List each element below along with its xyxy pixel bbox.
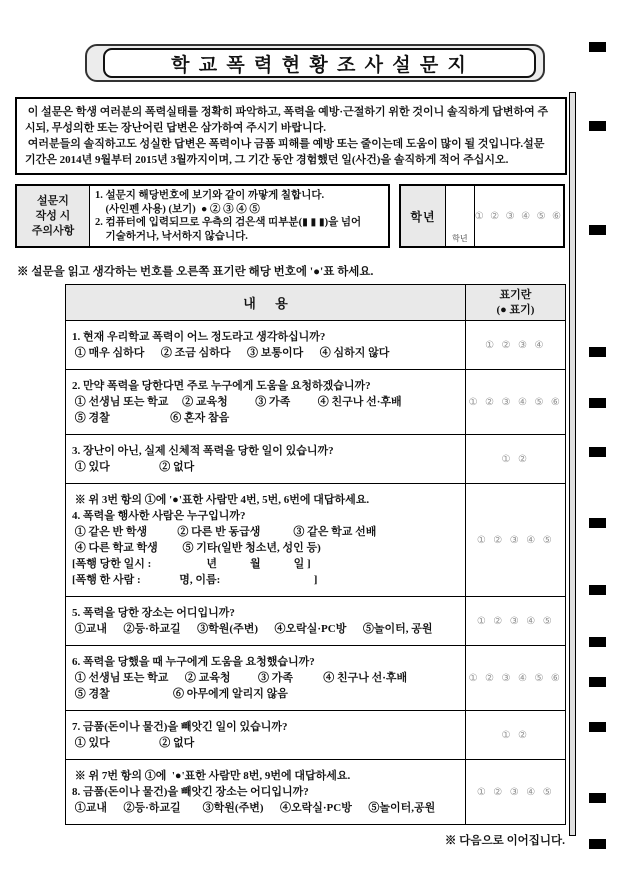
question-line: [폭행 한 사람 : 명, 이름: ]: [72, 574, 318, 586]
survey-table: [65, 284, 566, 825]
question-line: ① 같은 반 학생 ② 다른 반 동급생 ③ 같은 학교 선배: [72, 526, 377, 538]
note-line: 2. 컴퓨터에 입력되므로 우측의 검은색 띠부분(▮ ▮ ▮)을 넘어: [95, 217, 362, 228]
question-rows: [66, 321, 566, 825]
notes-label-line: 주의사항: [31, 224, 75, 237]
binding-bar: [569, 92, 576, 836]
question-line: 8. 금품(돈이나 물건)을 빼앗긴 장소는 어디입니까?: [72, 786, 309, 798]
note-line: 기술하거나, 낙서하지 않습니다.: [95, 230, 248, 242]
timing-mark: [589, 42, 606, 52]
timing-mark: [589, 225, 606, 235]
question-line: ①교내 ②등·하교길 ③학원(주변) ④오락실·PC방 ⑤놀이터,공원: [72, 802, 436, 814]
grade-sublabel: 학년: [446, 186, 475, 246]
answer-marks: ① ② ③ ④ ⑤ ⑥: [466, 370, 566, 435]
timing-mark: [589, 677, 606, 687]
question-row: [66, 435, 566, 484]
instruction-text: ※ 설문을 읽고 생각하는 번호를 오른쪽 표기란 해당 번호에 '●'표 하세요.: [17, 266, 374, 278]
answer-marks: ① ②: [466, 711, 566, 760]
question-line: ⑤ 경찰 ⑥ 아무에게 알리지 않음: [72, 688, 288, 700]
notes-box: [15, 184, 390, 248]
notes-label: [17, 186, 90, 246]
intro-paragraph-2: 여러분들의 솔직하고도 성실한 답변은 폭력이나 금품 피해를 예방 또는 줄이는데 도움이 많이 될 것입니다.설문 기간은 2014년 9월부터 2015년 3월까지이며, 그 기간 동안 경험했던 일(사건)을 솔직하게 적어 주십시오.: [25, 138, 548, 166]
question-line: ① 선생님 또는 학교 ② 교육청 ③ 가족 ④ 친구나 선·후배: [72, 672, 408, 684]
answer-marks: ① ② ③ ④ ⑤: [466, 597, 566, 646]
question-row: [66, 760, 566, 825]
timing-mark: [589, 121, 606, 131]
question-row: [66, 711, 566, 760]
mark-header-line: (● 표기): [496, 303, 535, 316]
mark-header-line: 표기란: [499, 288, 532, 301]
title-box: [85, 44, 545, 82]
timing-mark: [589, 637, 606, 647]
note-line: (사인펜 사용) (보기) ● ② ③ ④ ⑤: [95, 203, 260, 215]
footer-note: ※ 다음으로 이어집니다.: [444, 835, 565, 847]
question-line: 4. 폭력을 행사한 사람은 누구입니까?: [72, 510, 246, 522]
note-line: 1. 설문지 해당번호에 보기와 같이 까맣게 칠합니다.: [95, 190, 325, 201]
question-cell: [66, 760, 466, 825]
question-row: [66, 370, 566, 435]
question-row: [66, 321, 566, 370]
answer-marks: ① ②: [466, 435, 566, 484]
question-line: 3. 장난이 아닌, 실제 신체적 폭력을 당한 일이 있습니까?: [72, 445, 334, 457]
question-row: [66, 484, 566, 597]
question-line: 7. 금품(돈이나 물건)을 빼앗긴 일이 있습니까?: [72, 721, 288, 733]
question-line: 1. 현재 우리학교 폭력이 어느 정도라고 생각하십니까?: [72, 331, 326, 343]
table-header-row: [66, 285, 566, 321]
question-line: ①교내 ②등·하교길 ③학원(주변) ④오락실·PC방 ⑤놀이터, 공원: [72, 623, 433, 635]
answer-marks: ① ② ③ ④ ⑤: [466, 484, 566, 597]
intro-box: [15, 97, 567, 175]
grade-box: [399, 184, 565, 248]
timing-mark: [589, 518, 606, 528]
notes-label-line: 설문지: [37, 194, 69, 207]
answer-marks: ① ② ③ ④: [466, 321, 566, 370]
question-cell: [66, 321, 466, 370]
question-line: [폭행 당한 일시 : 년 월 일 ]: [72, 558, 311, 570]
grade-label: 학년: [401, 186, 446, 246]
question-cell: [66, 435, 466, 484]
question-line: 2. 만약 폭력을 당한다면 주로 누구에게 도움을 요청하겠습니까?: [72, 380, 371, 392]
question-line: ※ 위 7번 항의 ①에 '●'표한 사람만 8번, 9번에 대답하세요.: [72, 770, 351, 782]
question-cell: [66, 597, 466, 646]
grade-answer-marks: ① ② ③ ④ ⑤ ⑥: [474, 210, 563, 222]
timing-mark: [589, 793, 606, 803]
timing-mark: [589, 347, 606, 357]
answer-marks: ① ② ③ ④ ⑤: [466, 760, 566, 825]
question-line: ① 있다 ② 없다: [72, 737, 195, 749]
notes-body: [90, 186, 388, 246]
question-row: [66, 646, 566, 711]
mark-column-header: [466, 285, 566, 321]
intro-paragraph-1: 이 설문은 학생 여러분의 폭력실태를 정확히 파악하고, 폭력을 예방·근절하기 위한 것이니 솔직하게 답변하여 주시되, 무성의한 또는 장난어린 답변은 삼가하여 주시기 바랍니다.: [25, 106, 549, 134]
question-cell: [66, 370, 466, 435]
page-title: 학 교 폭 력 현 황 조 사 설 문 지: [171, 54, 468, 76]
meta-row: [15, 184, 565, 248]
question-line: ① 있다 ② 없다: [72, 461, 195, 473]
question-cell: [66, 646, 466, 711]
question-line: 6. 폭력을 당했을 때 누구에게 도움을 요청했습니까?: [72, 656, 315, 668]
question-line: ① 매우 심하다 ② 조금 심하다 ③ 보통이다 ④ 심하지 않다: [72, 347, 390, 359]
notes-label-line: 작성 시: [35, 209, 71, 222]
question-row: [66, 597, 566, 646]
question-line: ① 선생님 또는 학교 ② 교육청 ③ 가족 ④ 친구나 선·후배: [72, 396, 402, 408]
timing-mark: [589, 839, 606, 849]
question-line: ④ 다른 학교 학생 ⑤ 기타(일반 청소년, 성인 등): [72, 542, 321, 554]
timing-mark: [589, 722, 606, 732]
timing-mark: [589, 585, 606, 595]
question-line: 5. 폭력을 당한 장소는 어디입니까?: [72, 607, 235, 619]
title-inner-box: [103, 48, 536, 78]
timing-mark: [589, 447, 606, 457]
question-line: ※ 위 3번 항의 ①에 '●'표한 사람만 4번, 5번, 6번에 대답하세요.: [72, 494, 370, 506]
question-cell: [66, 711, 466, 760]
question-cell: [66, 484, 466, 597]
timing-mark: [589, 398, 606, 408]
content-column-header: 내 용: [66, 285, 466, 321]
question-line: ⑤ 경찰 ⑥ 혼자 참음: [72, 412, 230, 424]
answer-marks: ① ② ③ ④ ⑤ ⑥: [466, 646, 566, 711]
